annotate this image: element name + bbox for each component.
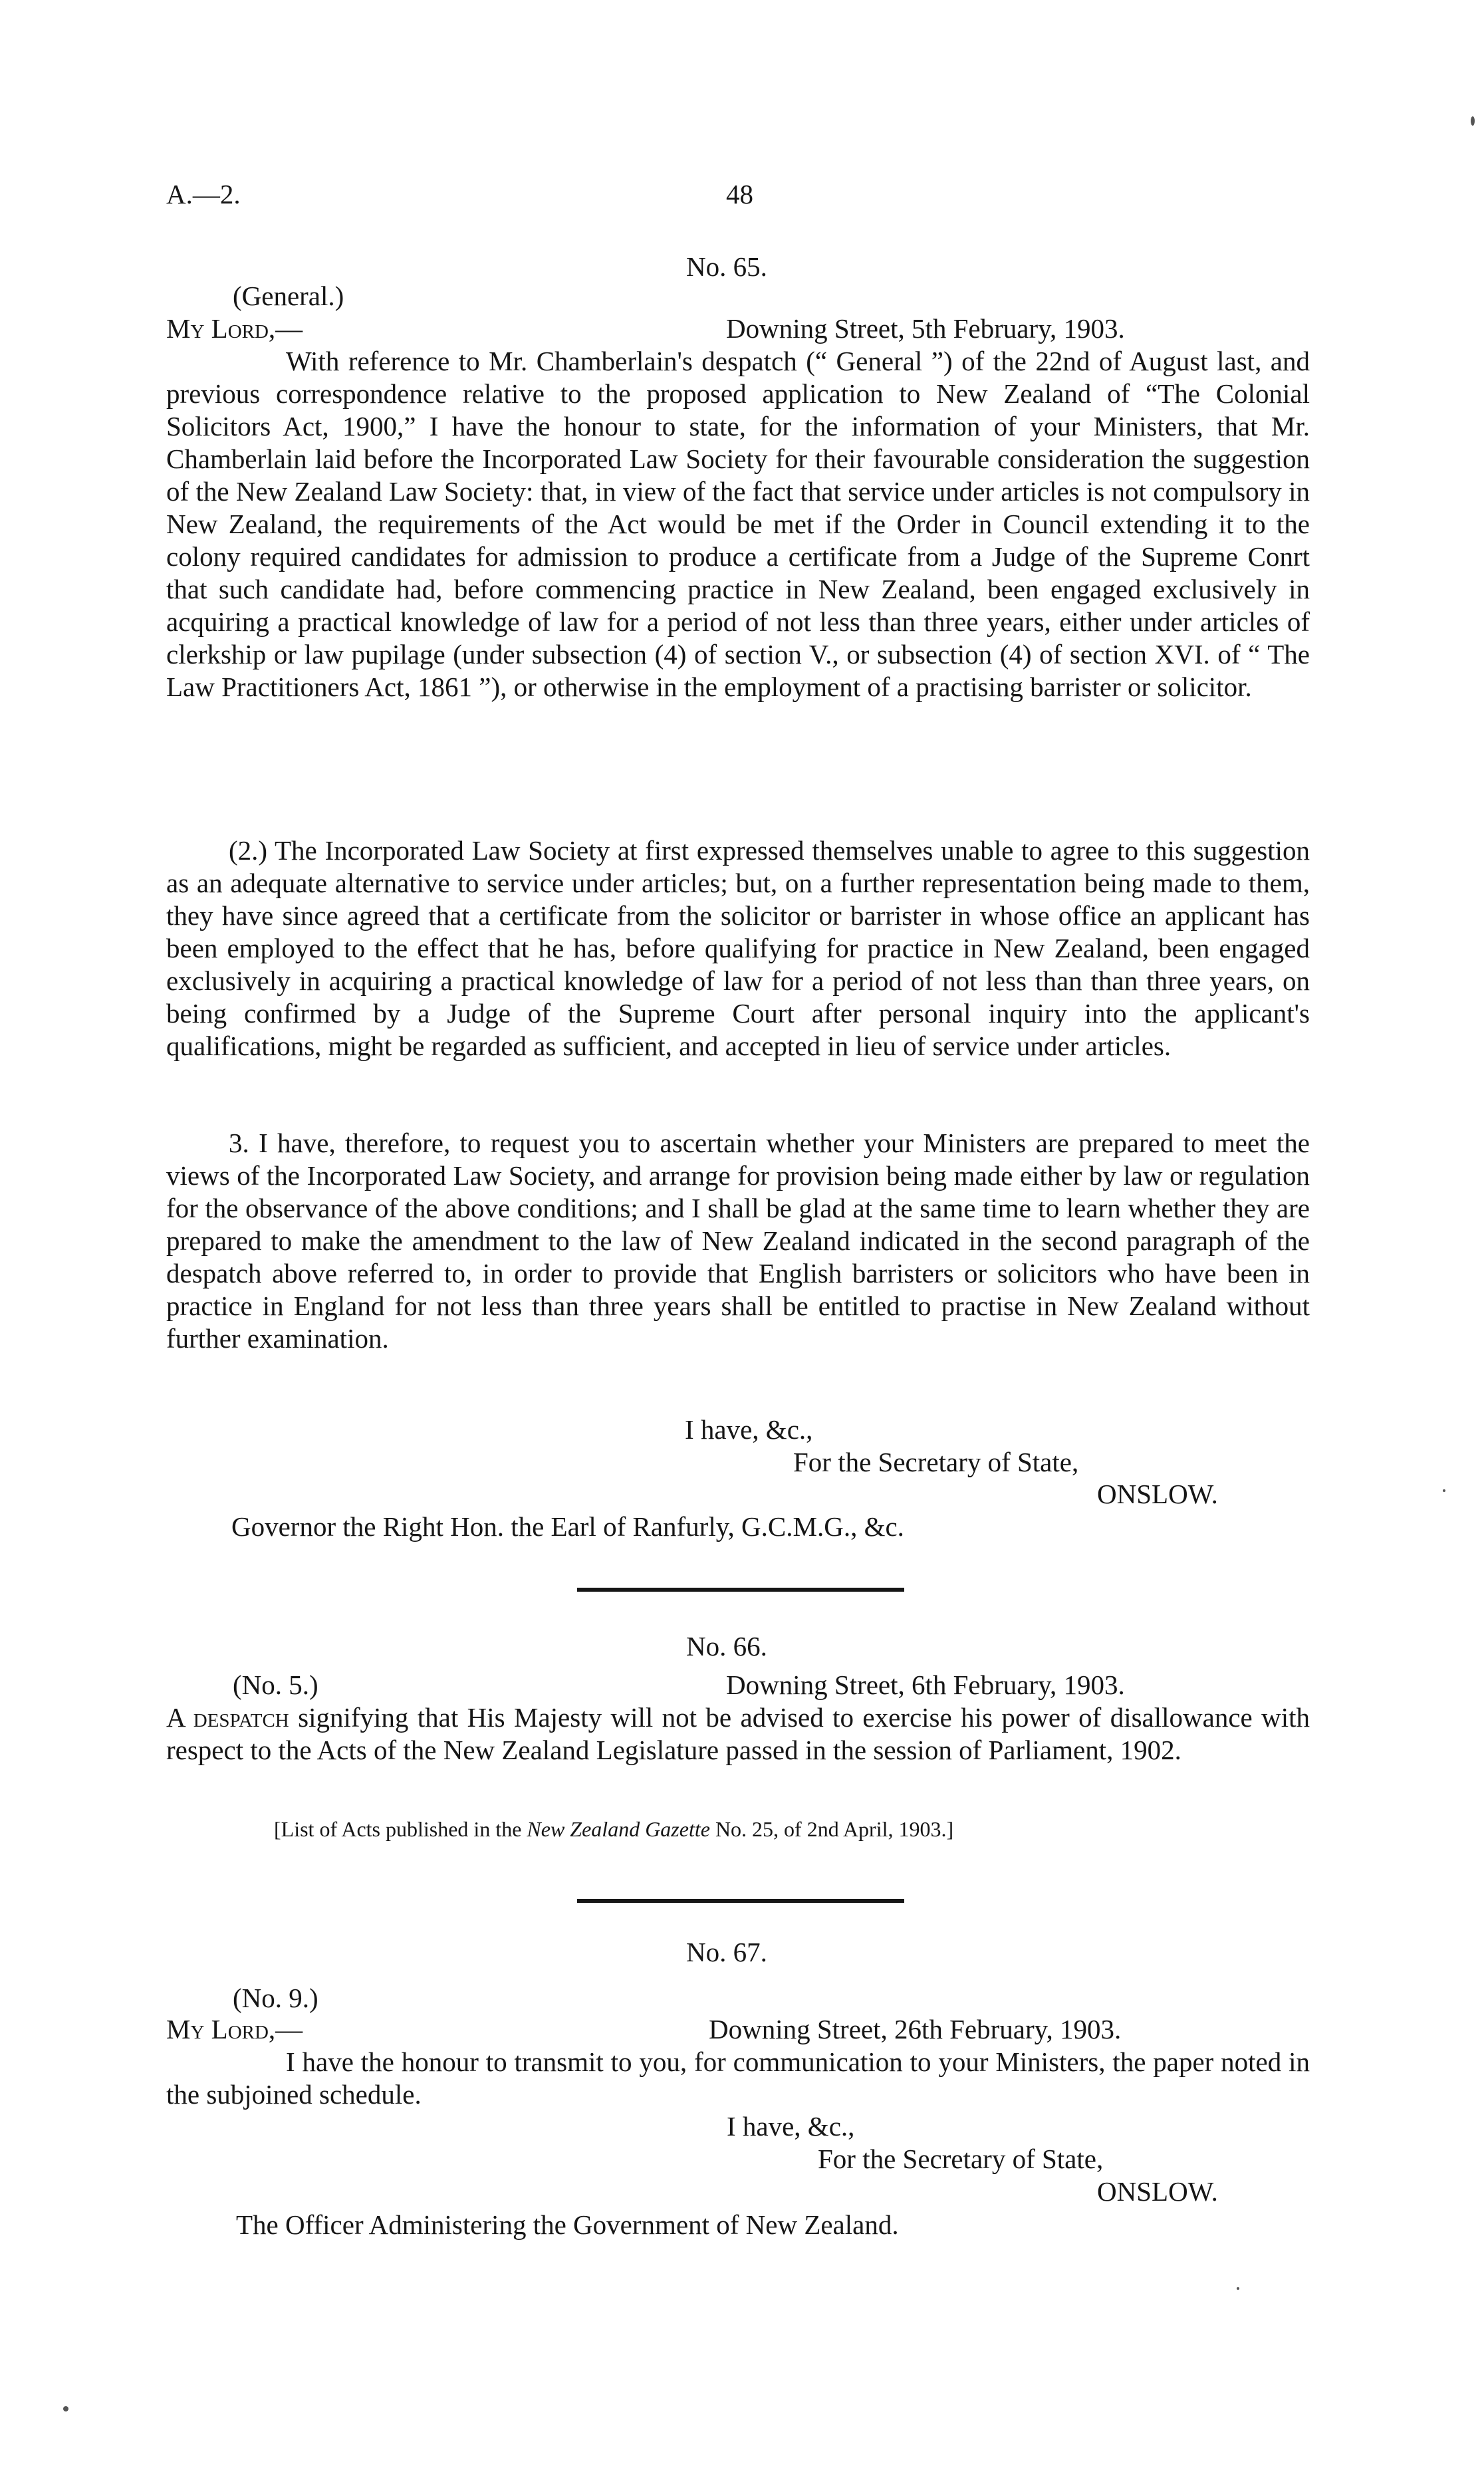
despatch-65-paragraph-2 xyxy=(166,834,1310,1062)
despatch-66-lead: A xyxy=(166,1702,185,1733)
despatch-65-paragraph-3 xyxy=(166,1127,1310,1355)
despatch-66-note xyxy=(274,1816,953,1842)
despatch-65-place-date: Downing Street, 5th February, 1903. xyxy=(726,313,1125,344)
despatch-66-note-before: [List of Acts published in the xyxy=(274,1817,522,1841)
despatch-66-number: No. 66. xyxy=(686,1631,767,1662)
scan-mark xyxy=(1471,116,1475,126)
despatch-65-paragraph-1 xyxy=(166,345,1310,703)
despatch-67-closing: I have, &c., xyxy=(727,2111,855,2142)
despatch-67-body xyxy=(166,2046,1310,2111)
scan-speck xyxy=(1443,1489,1445,1492)
despatch-67-number: No. 67. xyxy=(686,1937,767,1967)
despatch-65-signature: ONSLOW. xyxy=(1097,1479,1218,1509)
despatch-66-category: (No. 5.) xyxy=(233,1669,318,1700)
despatch-66-gazette-title: New Zealand Gazette xyxy=(527,1817,710,1841)
page-number: 48 xyxy=(726,179,753,209)
despatch-65-closing: I have, &c., xyxy=(685,1414,813,1445)
despatch-66-body-text: signifying that His Majesty will not be advised to exercise his power of disallowance with respect to the Acts of the New Zealand Legislature passed in the session of Parliament, 1902. xyxy=(166,1702,1310,1765)
scan-speck xyxy=(63,2406,68,2411)
despatch-66-body xyxy=(166,1701,1310,1767)
despatch-66-place-date: Downing Street, 6th February, 1903. xyxy=(726,1669,1125,1700)
page-reference: A.—2. xyxy=(166,179,241,209)
despatch-66-despatch-word: despatch xyxy=(193,1702,289,1733)
despatch-66-note-after: No. 25, of 2nd April, 1903.] xyxy=(715,1817,954,1841)
despatch-65-paragraph-1-text: With reference to Mr. Chamberlain's despatch (“ General ”) of the 22nd of August last, and previous correspondence relative to the proposed application to New Zealand of “The Colonial Solicitors Act, 1900,” I have the honour to state, for the information of your Ministers, that Mr. Chamberlain laid before the Incorporated Law Society for their favourable consideration the suggestion of the New Zealand Law Society: that, in view of the fact that service under articles is not compulsory in New Zealand, the requirements of the Act would be met if the Order in Council extending it to the colony required candidates for admission to produce a certificate from a Judge of the Supreme Conrt that such candidate had, before commencing practice in New Zealand, been engaged exclusively in acquiring a practical knowledge of law for a period of not less than three years, either under articles of clerkship or law pupilage (under subsection (4) of section V., or subsection (4) of section XVI. of “ The Law Practitioners Act, 1861 ”), or otherwise in the employment of a practising barrister or solicitor. xyxy=(166,346,1310,702)
despatch-67-salutation: My Lord,— xyxy=(166,2014,303,2044)
despatch-65-addressee: Governor the Right Hon. the Earl of Ranfurly, G.C.M.G., &c. xyxy=(231,1511,904,1542)
scan-speck xyxy=(1237,2287,1239,2290)
despatch-67-addressee: The Officer Administering the Government of New Zealand. xyxy=(236,2209,899,2240)
despatch-65-number: No. 65. xyxy=(686,251,767,282)
despatch-67-place-date: Downing Street, 26th February, 1903. xyxy=(709,2014,1122,2044)
despatch-67-body-text: I have the honour to transmit to you, for communication to your Ministers, the paper noted in the subjoined schedule. xyxy=(166,2046,1310,2110)
despatch-65-for-secretary: For the Secretary of State, xyxy=(793,1447,1079,1477)
despatch-65-category: (General.) xyxy=(233,281,344,311)
despatch-65-salutation: My Lord,— xyxy=(166,313,303,344)
section-divider-1 xyxy=(577,1588,904,1592)
despatch-67-for-secretary: For the Secretary of State, xyxy=(818,2144,1104,2174)
despatch-67-category: (No. 9.) xyxy=(233,1983,318,2013)
despatch-65-paragraph-3-text: 3. I have, therefore, to request you to ascertain whether your Ministers are prepared to meet the views of the Incorporated Law Society, and arrange for provision being made either by law or regulation for the observance of the above conditions; and I shall be glad at the same time to learn whether they are prepared to make the amendment to the law of New Zealand indicated in the second paragraph of the despatch above referred to, in order to provide that English barristers or solicitors who have been in practice in England for not less than three years shall be entitled to practise in New Zealand without further examination. xyxy=(166,1128,1310,1354)
despatch-65-paragraph-2-text: (2.) The Incorporated Law Society at first expressed themselves unable to agree to this suggestion as an adequate alternative to service under articles; but, on a further representation being made to them, they have since agreed that a certificate from the solicitor or barrister in whose office an applicant has been employed to the effect that he has, before qualifying for practice in New Zealand, been engaged exclusively in acquiring a practical knowledge of law for a period of not less than than three years, on being confirmed by a Judge of the Supreme Court after personal inquiry into the applicant's qualifications, might be regarded as sufficient, and accepted in lieu of service under articles. xyxy=(166,835,1310,1061)
section-divider-2 xyxy=(577,1899,904,1903)
despatch-67-signature: ONSLOW. xyxy=(1097,2176,1218,2207)
